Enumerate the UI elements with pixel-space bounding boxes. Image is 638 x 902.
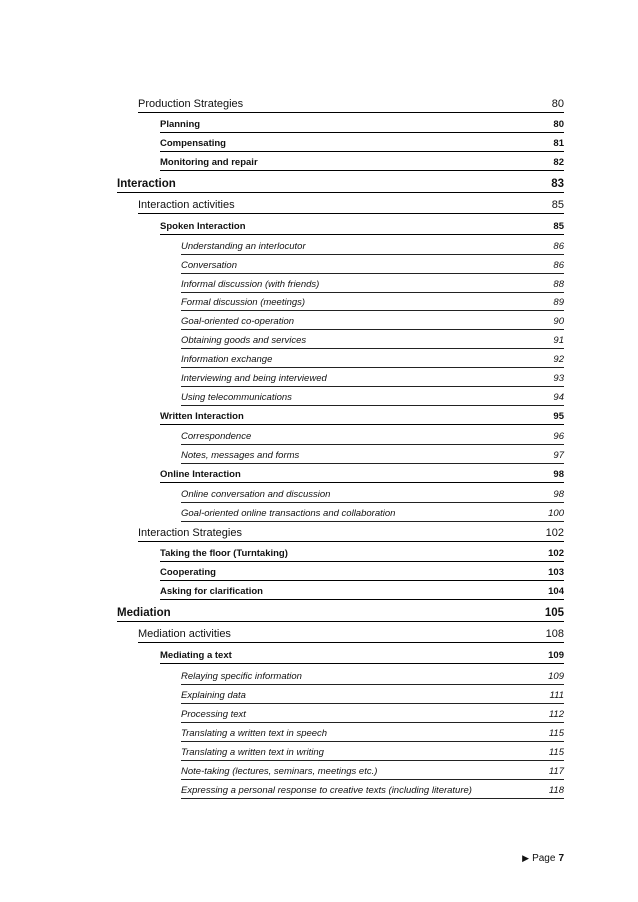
toc-entry[interactable] [181,486,564,503]
toc-entry[interactable] [181,744,564,761]
toc-entry-title: Obtaining goods and services [181,335,307,346]
toc-entry-page-number: 91 [553,335,564,346]
toc-entry-page-number: 81 [553,138,564,149]
toc-entry-title: Planning [160,119,201,130]
toc-entry[interactable] [181,725,564,742]
toc-entry-title: Mediation [117,607,171,619]
toc-entry-page-number: 83 [551,178,564,190]
toc-entry-page-number: 88 [553,279,564,290]
toc-entry-page-number: 111 [549,690,564,701]
toc-entry[interactable] [181,668,564,685]
toc-entry-title: Correspondence [181,431,252,442]
toc-entry-page-number: 109 [548,650,564,661]
toc-entry-title: Mediation activities [138,628,231,640]
toc-entry-page-number: 98 [553,489,564,500]
toc-entry-title: Mediating a text [160,650,232,661]
toc-entry-title: Processing text [181,709,246,720]
toc-entry-page-number: 86 [553,241,564,252]
toc-entry-title: Information exchange [181,354,273,365]
toc-entry-page-number: 102 [548,548,564,559]
toc-entry-page-number: 115 [548,728,564,739]
toc-entry-page-number: 82 [553,157,564,168]
toc-entry[interactable] [181,313,564,330]
toc-entry[interactable] [138,625,564,643]
toc-entry-page-number: 104 [548,586,564,597]
toc-entry-page-number: 80 [551,98,564,110]
toc-entry-title: Written Interaction [160,411,244,422]
toc-entry[interactable] [160,154,564,171]
toc-entry[interactable] [138,95,564,113]
toc-entry[interactable] [181,763,564,780]
toc-entry[interactable] [181,389,564,406]
toc-entry-page-number: 115 [548,747,564,758]
toc-entry-title: Compensating [160,138,226,149]
toc-entry-page-number: 98 [553,469,564,480]
toc-entry-page-number: 112 [548,709,564,720]
toc-entry-page-number: 85 [553,221,564,232]
toc-entry[interactable] [117,603,564,622]
toc-entry-page-number: 102 [545,527,564,539]
toc-entry-title: Goal-oriented co-operation [181,316,295,327]
footer-page-label: Page [532,853,556,864]
toc-entry-title: Conversation [181,260,237,271]
toc-entry-title: Interviewing and being interviewed [181,373,327,384]
toc-entry-title: Production Strategies [138,98,244,110]
toc-entry[interactable] [181,238,564,255]
toc-entry-page-number: 80 [553,119,564,130]
toc-entry-page-number: 103 [548,567,564,578]
toc-entry[interactable] [181,447,564,464]
toc-entry[interactable] [160,583,564,600]
toc-entry-title: Taking the floor (Turntaking) [160,548,288,559]
toc-entry[interactable] [160,466,564,483]
toc-entry-page-number: 89 [553,297,564,308]
toc-entry[interactable] [160,408,564,425]
toc-entry[interactable] [181,687,564,704]
toc-entry[interactable] [160,647,564,664]
toc-entry-title: Note-taking (lectures, seminars, meetings etc.) [181,766,378,777]
toc-entry-title: Monitoring and repair [160,157,258,168]
toc-entry-page-number: 93 [553,373,564,384]
toc-entry-page-number: 85 [551,199,564,211]
page-footer [522,853,564,864]
toc-entry-page-number: 105 [544,607,564,619]
toc-entry-title: Online conversation and discussion [181,489,331,500]
toc-entry[interactable] [181,782,564,799]
toc-entry-page-number: 100 [548,508,564,519]
toc-entry-page-number: 97 [553,450,564,461]
footer-page-number: 7 [558,853,564,864]
toc-entry[interactable] [181,257,564,274]
toc-entry[interactable] [138,196,564,214]
toc-entry-title: Translating a written text in writing [181,747,324,758]
right-triangle-icon: ▶ [522,853,530,863]
toc-entry-title: Notes, messages and forms [181,450,300,461]
toc-entry-title: Goal-oriented online transactions and collaboration [181,508,396,519]
toc-entry-page-number: 109 [548,671,564,682]
toc-entry-page-number: 117 [548,766,564,777]
toc-entry-title: Translating a written text in speech [181,728,328,739]
toc-entry[interactable] [181,351,564,368]
toc-entry-page-number: 118 [548,785,564,796]
toc-entry[interactable] [160,564,564,581]
toc-entry-title: Asking for clarification [160,586,263,597]
toc-entry-title: Explaining data [181,690,246,701]
toc-entry[interactable] [138,524,564,542]
toc-entry-title: Interaction [117,178,176,190]
toc-entry-title: Interaction Strategies [138,527,242,539]
toc-entry-title: Interaction activities [138,199,235,211]
toc-entry-title: Using telecommunications [181,392,292,403]
toc-entry-page-number: 86 [553,260,564,271]
toc-entry-title: Expressing a personal response to creative texts (including literature) [181,785,472,796]
toc-entry-title: Spoken Interaction [160,221,246,232]
toc-entry-page-number: 96 [553,431,564,442]
toc-entry[interactable] [181,706,564,723]
toc-entry[interactable] [160,545,564,562]
toc-entry[interactable] [181,428,564,445]
toc-entry-page-number: 94 [553,392,564,403]
toc-entry-title: Online Interaction [160,469,241,480]
toc-entry-title: Cooperating [160,567,216,578]
toc-entry[interactable] [181,276,564,293]
toc-entry[interactable] [160,135,564,152]
toc-entry-title: Informal discussion (with friends) [181,279,320,290]
toc-entry-title: Understanding an interlocutor [181,241,306,252]
toc-entry[interactable] [181,370,564,387]
toc-entry-page-number: 90 [553,316,564,327]
toc-entry[interactable] [181,294,564,311]
toc-entry-page-number: 108 [545,628,564,640]
toc-entry[interactable] [160,218,564,235]
toc-entry-page-number: 92 [553,354,564,365]
toc-entry-title: Formal discussion (meetings) [181,297,306,308]
toc-entry[interactable] [117,174,564,193]
toc-entry[interactable] [181,332,564,349]
toc-entry[interactable] [160,116,564,133]
toc-entry-page-number: 95 [553,411,564,422]
toc-entry-title: Relaying specific information [181,671,302,682]
toc-entry[interactable] [181,505,564,522]
